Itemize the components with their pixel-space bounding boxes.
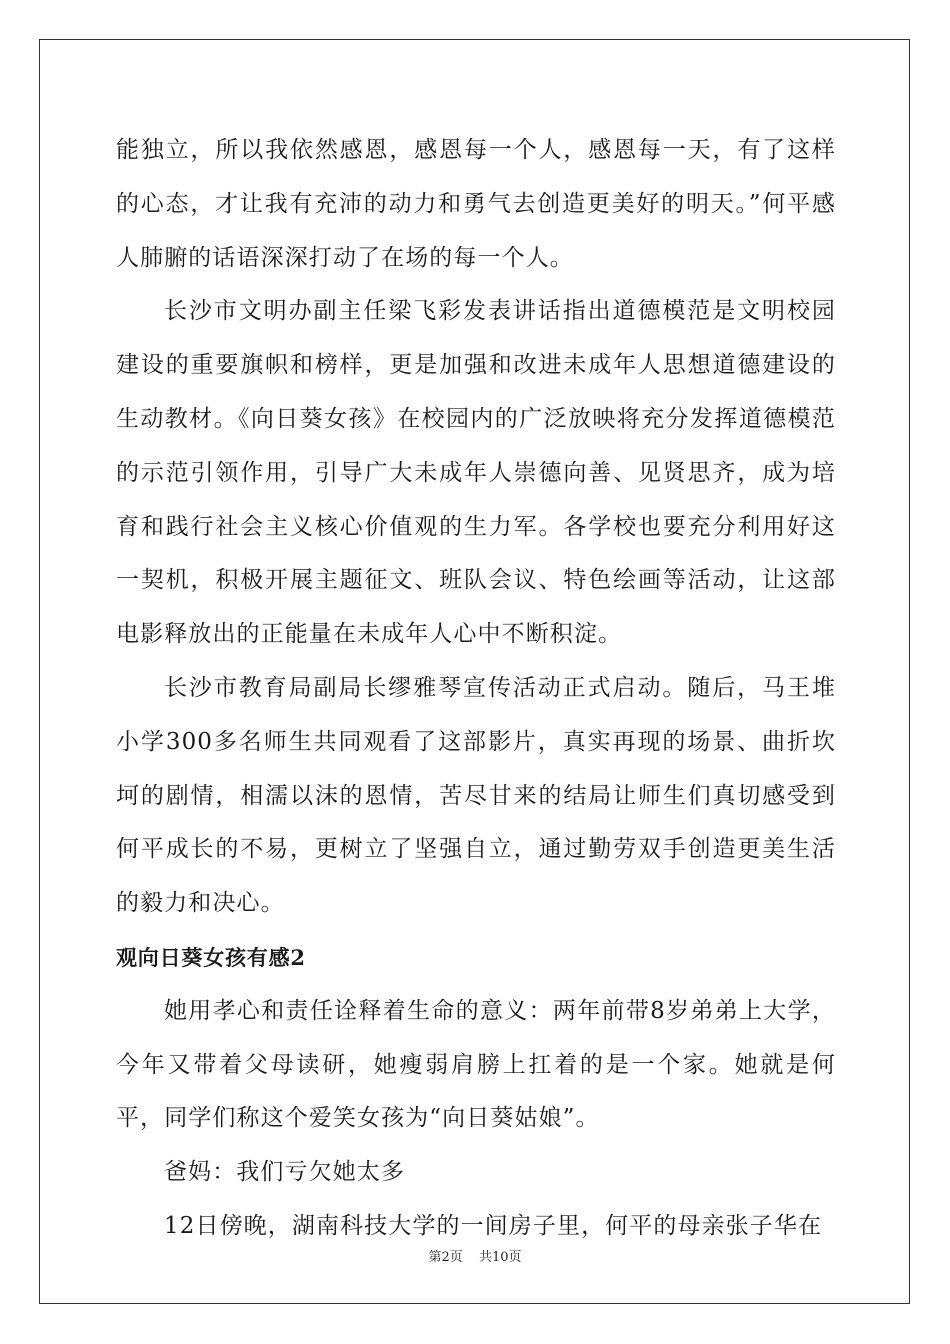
paragraph-3: 长沙市教育局副局长缪雅琴宣传活动正式启动。随后，马王堆小学300多名师生共同观看了这部影片，真实再现的场景、曲折坎坷的剧情，相濡以沫的恩情，苦尽甘来的结局让师生们真切感受到何平成长的不易，更树立了坚强自立，通过勤劳双手创造更美生活的毅力和决心。 — [116, 674, 836, 917]
section-title: 观向日葵女孩有感2 — [116, 944, 306, 970]
paragraph-5: 爸妈：我们亏欠她太多 — [164, 1159, 405, 1186]
paragraph-4: 她用孝心和责任诠释着生命的意义：两年前带8岁弟弟上大学，今年又带着父母读研，她瘦弱肩膀上扛着的是一个家。她就是何平，同学们称这个爱笑女孩为“向日葵姑娘”。 — [116, 997, 836, 1132]
document-body — [116, 124, 836, 1254]
page-total: 共10页 — [478, 1250, 522, 1265]
page-footer — [0, 1246, 950, 1265]
page-number: 第2页 — [428, 1250, 463, 1265]
paragraph-6: 12日傍晚，湖南科技大学的一间房子里，何平的母亲张子华在 — [164, 1212, 823, 1239]
paragraph-1: 能独立，所以我依然感恩，感恩每一个人，感恩每一天，有了这样的心态，才让我有充沛的动力和勇气去创造更美好的明天。”何平感人肺腑的话语深深打动了在场的每一个人。 — [116, 137, 836, 271]
paragraph-2: 长沙市文明办副主任梁飞彩发表讲话指出道德模范是文明校园建设的重要旗帜和榜样，更是加强和改进未成年人思想道德建设的生动教材。《向日葵女孩》在校园内的广泛放映将充分发挥道德模范的示范引领作用，引导广大未成年人崇德向善、见贤思齐，成为培育和践行社会主义核心价值观的生力军。各学校也要充分利用好这一契机，积极开展主题征文、班队会议、特色绘画等活动，让这部电影释放出的正能量在未成年人心中不断积淀。 — [116, 298, 836, 648]
